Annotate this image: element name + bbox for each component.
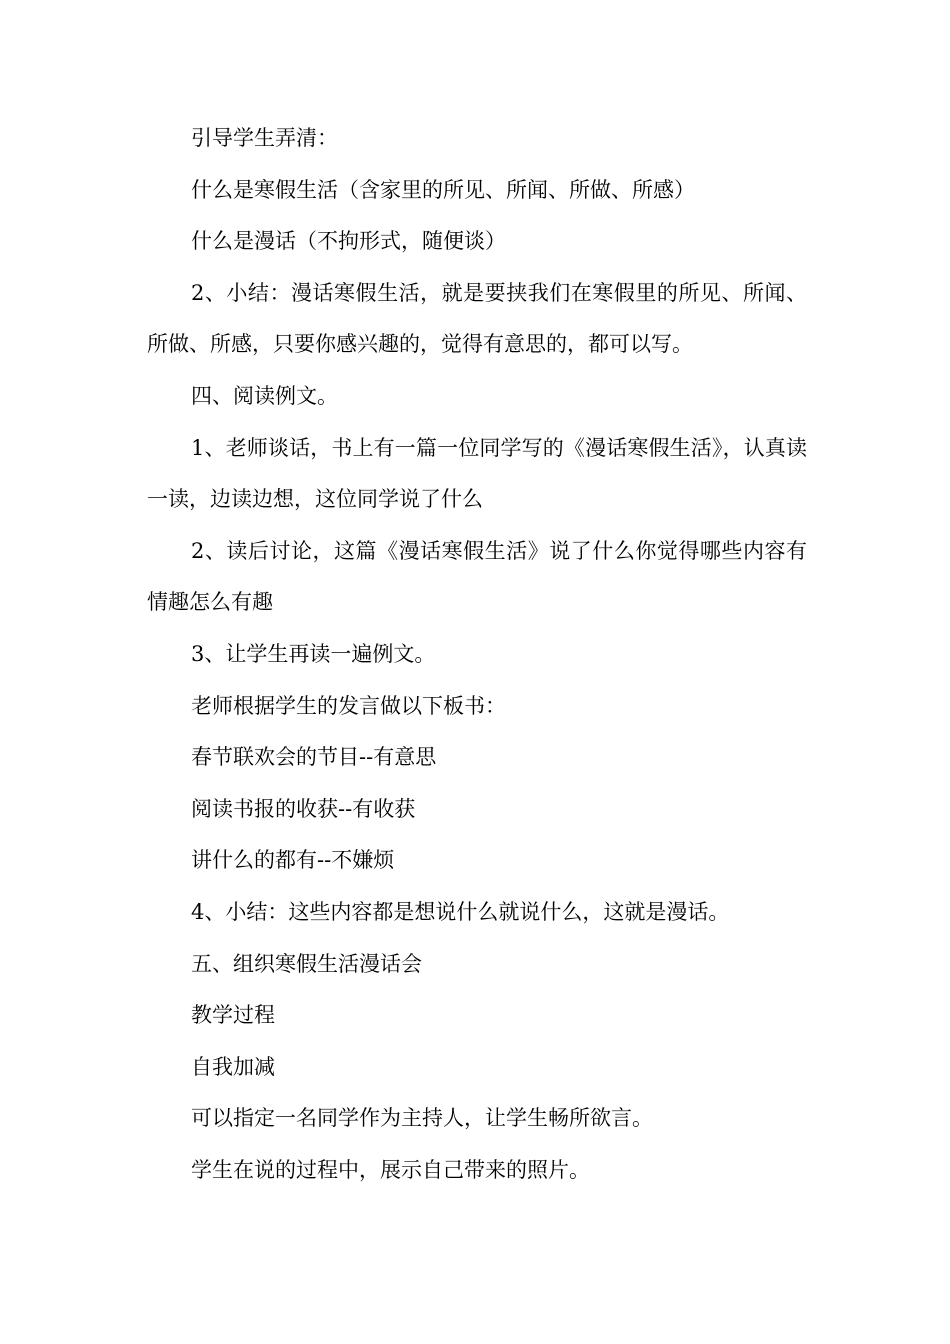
paragraph-reread: 3、让学生再读一遍例文。 xyxy=(191,641,436,666)
blackboard-item-spring-gala: 春节联欢会的节目--有意思 xyxy=(191,745,437,770)
blackboard-item-reading: 阅读书报的收获--有收获 xyxy=(191,796,416,821)
heading-section-4: 四、阅读例文。 xyxy=(191,383,338,408)
document-body xyxy=(147,113,807,1196)
heading-section-5: 五、组织寒假生活漫话会 xyxy=(191,951,422,976)
paragraph-teacher-talk: 1、老师谈话，书上有一篇一位同学写的《漫话寒假生活》，认真读一读，边读边想，这位同学说了什么 xyxy=(147,435,807,512)
paragraph-summary-2: 2、小结：漫话寒假生活，就是要挟我们在寒假里的所见、所闻、所做、所感，只要你感兴趣的，觉得有意思的，都可以写。 xyxy=(147,280,807,357)
paragraph-blackboard-intro: 老师根据学生的发言做以下板书： xyxy=(191,693,506,718)
paragraph-photos: 学生在说的过程中，展示自己带来的照片。 xyxy=(191,1157,590,1182)
paragraph-what-is-manhua: 什么是漫话（不拘形式，随便谈） xyxy=(191,229,506,254)
paragraph-host: 可以指定一名同学作为主持人，让学生畅所欲言。 xyxy=(191,1106,653,1131)
paragraph-what-is-winter-life: 什么是寒假生活（含家里的所见、所闻、所做、所感） xyxy=(191,177,695,202)
paragraph-teaching-process: 教学过程 xyxy=(191,1003,275,1028)
paragraph-summary-4: 4、小结：这些内容都是想说什么就说什么，这就是漫话。 xyxy=(191,899,730,924)
blackboard-item-anything: 讲什么的都有--不嫌烦 xyxy=(191,848,395,873)
paragraph-discussion: 2、读后讨论，这篇《漫话寒假生活》说了什么你觉得哪些内容有情趣怎么有趣 xyxy=(147,538,807,615)
paragraph-guide-students: 引导学生弄清： xyxy=(191,126,338,150)
paragraph-self-adjust: 自我加减 xyxy=(191,1054,275,1079)
